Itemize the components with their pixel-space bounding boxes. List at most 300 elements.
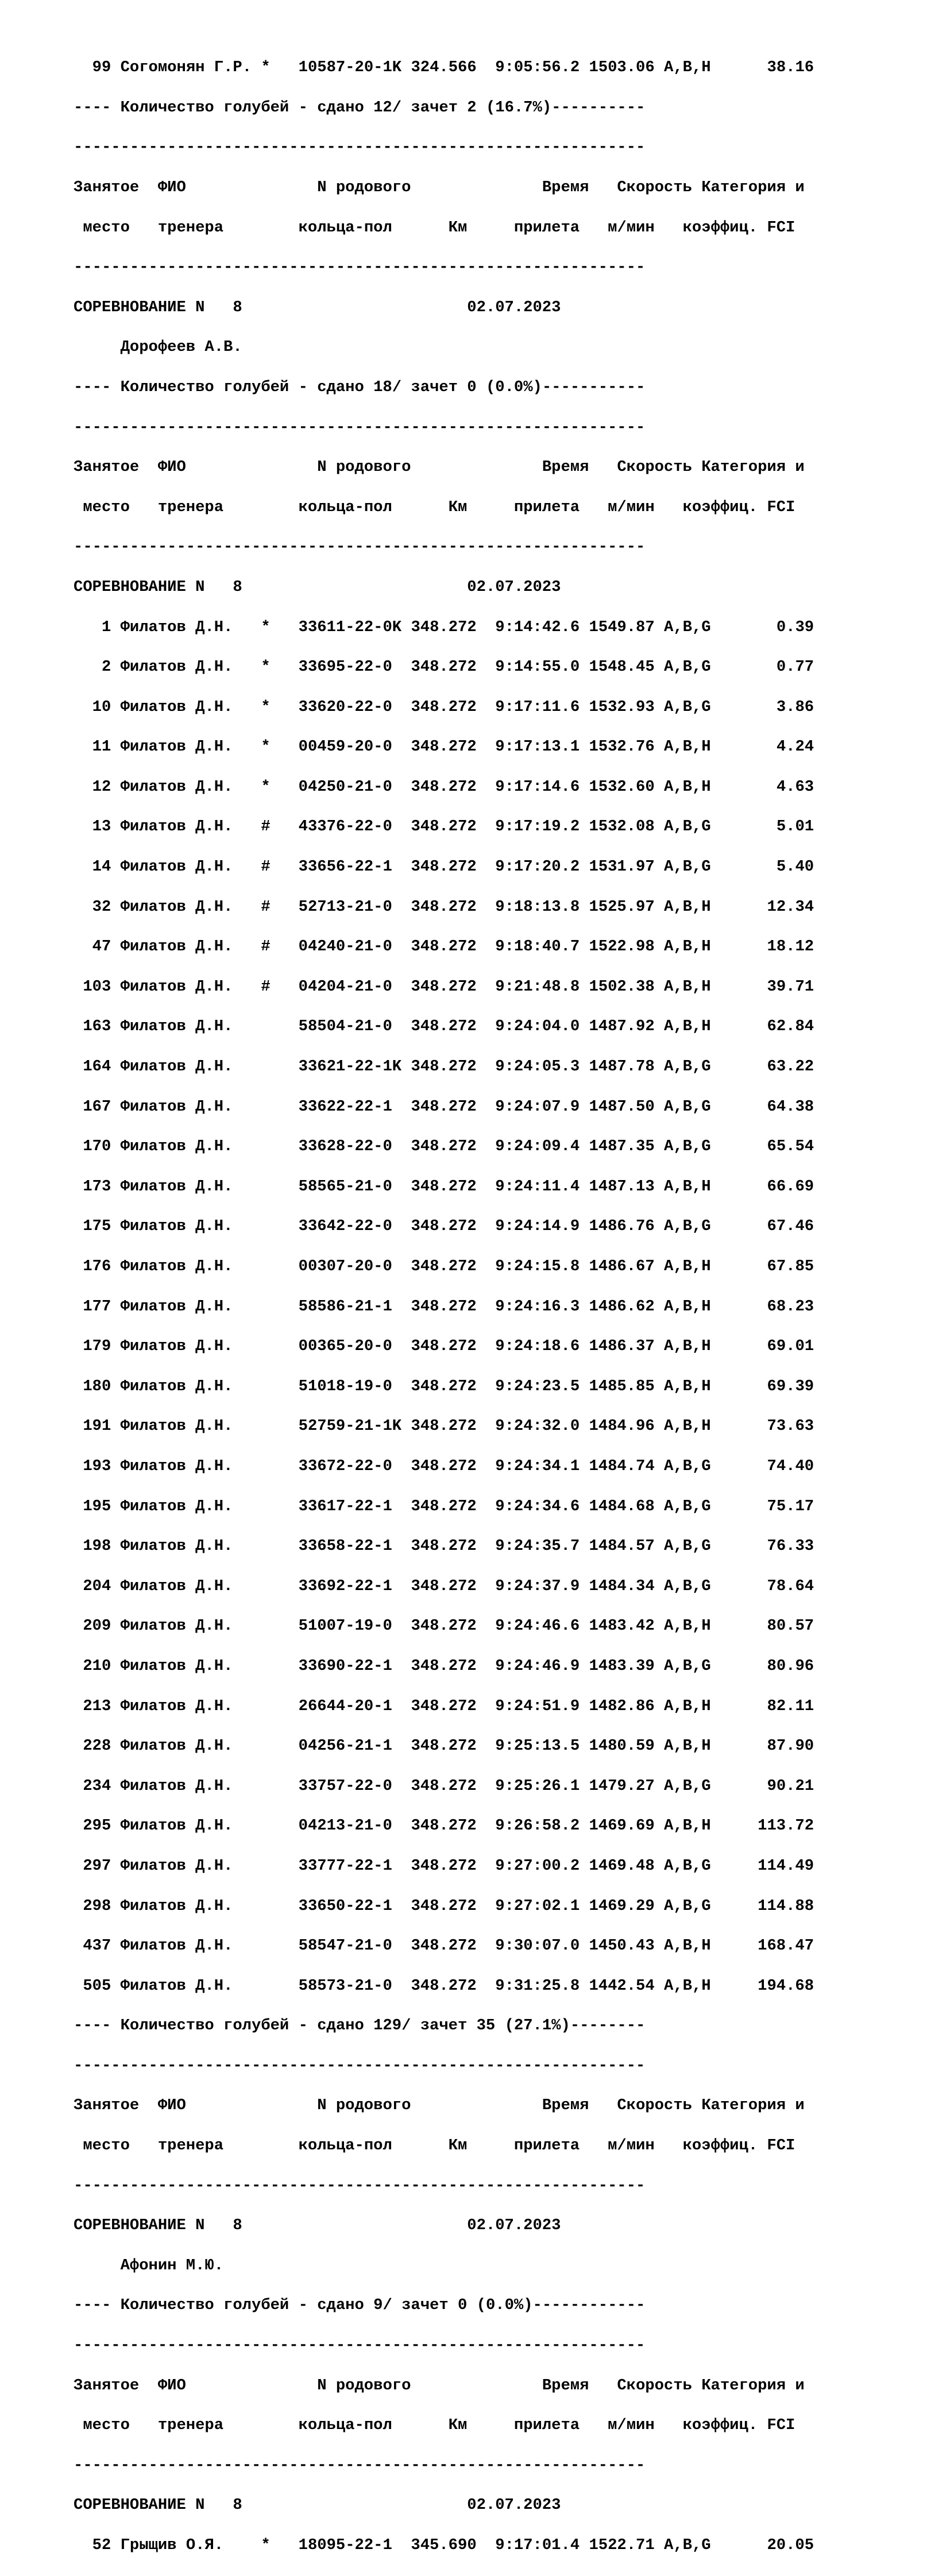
category: A,B,H	[664, 738, 711, 756]
submitted-count: 18	[373, 378, 392, 396]
result-row	[74, 618, 814, 638]
speed: 1522.98	[589, 938, 655, 956]
mark: *	[261, 698, 271, 716]
fci-coefficient: 68.23	[767, 1297, 814, 1316]
trainer-name: Филатов Д.Н.	[120, 858, 233, 876]
category: A,B,G	[664, 1657, 711, 1675]
result-row	[74, 58, 814, 78]
column-coef-subheader: коэффиц. FCI	[682, 2416, 795, 2435]
trainer-name: Филатов Д.Н.	[120, 1577, 233, 1595]
competition-heading	[74, 2216, 814, 2236]
competition-heading	[74, 578, 814, 598]
column-arrival-subheader: прилета	[513, 218, 580, 237]
trainer-name: Филатов Д.Н.	[120, 1977, 233, 1995]
category: A,B,G	[664, 2536, 711, 2554]
ring-number: 52759-21-1K	[298, 1417, 402, 1436]
place: 505	[83, 1977, 111, 1995]
place: 32	[92, 898, 111, 916]
column-place-subheader: место	[83, 218, 130, 237]
distance-km: 348.272	[411, 977, 477, 996]
result-row	[74, 1977, 814, 1997]
ring-number: 04250-21-0	[298, 778, 402, 796]
scored-count: 0	[467, 378, 477, 396]
competition-heading	[74, 2496, 814, 2516]
distance-km: 348.272	[411, 1657, 477, 1675]
mark	[261, 1457, 270, 1475]
trainer-name: Филатов Д.Н.	[120, 1817, 233, 1835]
column-place-header: Занятое	[74, 2097, 140, 2115]
mark	[261, 1498, 270, 1515]
competition-date: 02.07.2023	[467, 2496, 561, 2515]
speed: 1442.54	[589, 1977, 655, 1995]
distance-km: 348.272	[411, 1217, 477, 1236]
fci-coefficient: 90.21	[767, 1777, 814, 1795]
arrival-time: 9:17:14.6	[495, 778, 580, 796]
arrival-time: 9:26:58.2	[495, 1817, 580, 1835]
count-label: Количество голубей - сдано	[120, 378, 364, 396]
trainer-name: Филатов Д.Н.	[120, 1777, 233, 1795]
speed: 1480.59	[589, 1737, 655, 1755]
arrival-time: 9:24:05.3	[495, 1058, 580, 1076]
column-speed-subheader: м/мин	[608, 218, 655, 237]
mark	[261, 1337, 270, 1355]
category: A,B,H	[664, 1617, 711, 1635]
speed: 1532.60	[589, 778, 655, 796]
trainer-name: Филатов Д.Н.	[120, 738, 233, 756]
column-header-line-2	[74, 2136, 814, 2156]
trainer-name: Филатов Д.Н.	[120, 1497, 233, 1515]
category: A,B,G	[664, 1138, 711, 1156]
ring-number: 33695-22-0	[298, 658, 402, 676]
place: 2	[101, 658, 111, 676]
ring-number: 33642-22-0	[298, 1217, 402, 1236]
fci-coefficient: 74.40	[767, 1457, 814, 1475]
trainer-name: Филатов Д.Н.	[120, 658, 233, 676]
column-place-header: Занятое	[74, 2376, 140, 2395]
speed: 1485.85	[589, 1377, 655, 1395]
speed: 1484.74	[589, 1457, 655, 1475]
results-report	[74, 58, 814, 2575]
column-name-subheader: тренера	[157, 2137, 224, 2155]
ring-number: 10587-20-1K	[298, 59, 402, 77]
speed: 1469.48	[589, 1856, 655, 1875]
category: A,B,H	[664, 977, 711, 996]
category: A,B,H	[664, 1977, 711, 1995]
distance-km: 348.272	[411, 1258, 477, 1275]
column-header-line-2	[74, 218, 814, 238]
arrival-time: 9:27:00.2	[495, 1856, 580, 1875]
count-label: Количество голубей - сдано	[120, 2296, 364, 2315]
competition-label: СОРЕВНОВАНИЕ N	[74, 578, 205, 596]
result-row	[74, 1616, 814, 1637]
ring-number: 00459-20-0	[298, 738, 402, 756]
ring-number: 33611-22-0K	[298, 618, 402, 636]
ring-number: 00365-20-0	[298, 1337, 402, 1356]
distance-km: 348.272	[411, 1577, 477, 1595]
place: 234	[83, 1777, 111, 1795]
place: 204	[83, 1577, 111, 1595]
competition-number: 8	[233, 2496, 242, 2515]
trainer-name: Филатов Д.Н.	[120, 977, 233, 996]
result-row	[74, 857, 814, 877]
column-time-header: Время	[542, 2097, 589, 2115]
column-coef-subheader: коэффиц. FCI	[682, 218, 795, 237]
fci-coefficient: 0.39	[776, 618, 814, 636]
result-row	[74, 977, 814, 997]
arrival-time: 9:18:40.7	[495, 938, 580, 956]
separator-rule: -------------------------------------------------------------	[74, 2337, 646, 2355]
category: A,B,H	[664, 1337, 711, 1356]
scored-percent: (27.1%)	[504, 2017, 570, 2035]
distance-km: 348.272	[411, 1977, 477, 1995]
ring-number: 33656-22-1	[298, 858, 402, 876]
separator-rule: -------------------------------------------------------------	[74, 2456, 646, 2474]
column-header-line-1	[74, 2376, 814, 2396]
ring-number: 33757-22-0	[298, 1777, 402, 1795]
arrival-time: 9:17:13.1	[495, 738, 580, 756]
fci-coefficient: 73.63	[767, 1417, 814, 1436]
result-row	[74, 1736, 814, 1757]
distance-km: 348.272	[411, 1377, 477, 1395]
arrival-time: 9:24:23.5	[495, 1377, 580, 1395]
speed: 1484.57	[589, 1537, 655, 1556]
scored-label: зачет	[420, 2017, 468, 2035]
place: 13	[92, 818, 111, 836]
mark	[261, 1657, 270, 1675]
distance-km: 348.272	[411, 938, 477, 956]
category: A,B,H	[664, 1018, 711, 1036]
arrival-time: 9:24:34.6	[495, 1497, 580, 1515]
place: 12	[92, 778, 111, 796]
competition-number: 8	[233, 578, 242, 596]
category: A,B,H	[664, 1377, 711, 1395]
ring-number: 51007-19-0	[298, 1617, 402, 1635]
result-row	[74, 1057, 814, 1077]
ring-number: 26644-20-1	[298, 1697, 402, 1715]
mark: *	[261, 738, 271, 756]
submitted-count: 9	[373, 2296, 383, 2315]
result-row	[74, 1777, 814, 1797]
result-row	[74, 1816, 814, 1836]
speed: 1502.38	[589, 977, 655, 996]
place: 10	[92, 698, 111, 716]
place: 11	[92, 738, 111, 756]
distance-km: 348.272	[411, 778, 477, 796]
competition-number: 8	[233, 298, 242, 316]
fci-coefficient: 0.77	[776, 658, 814, 676]
speed: 1548.45	[589, 658, 655, 676]
column-km-header: Км	[448, 2137, 468, 2155]
distance-km: 348.272	[411, 1537, 477, 1556]
speed: 1487.35	[589, 1138, 655, 1156]
column-km-header: Км	[448, 498, 468, 516]
place: 179	[83, 1337, 111, 1356]
fci-coefficient: 78.64	[767, 1577, 814, 1595]
arrival-time: 9:24:51.9	[495, 1697, 580, 1715]
result-row	[74, 1457, 814, 1477]
result-row	[74, 1417, 814, 1437]
trainer-name: Грыщив О.Я.	[120, 2536, 224, 2554]
column-speed-header: Скорость	[617, 458, 692, 477]
category: A,B,G	[664, 1457, 711, 1475]
fci-coefficient: 69.39	[767, 1377, 814, 1395]
fci-coefficient: 5.40	[776, 858, 814, 876]
place: 167	[83, 1097, 111, 1116]
speed: 1525.97	[589, 898, 655, 916]
category: A,B,G	[664, 658, 711, 676]
competition-label: СОРЕВНОВАНИЕ N	[74, 2217, 205, 2235]
fci-coefficient: 168.47	[758, 1937, 814, 1955]
distance-km: 348.272	[411, 1457, 477, 1475]
trainer-name: Филатов Д.Н.	[120, 898, 233, 916]
distance-km: 348.272	[411, 1617, 477, 1635]
trainer-name: Филатов Д.Н.	[120, 1058, 233, 1076]
distance-km: 348.272	[411, 658, 477, 676]
arrival-time: 9:24:46.6	[495, 1617, 580, 1635]
owner-name: Афонин М.Ю.	[120, 2256, 224, 2275]
speed: 1484.34	[589, 1577, 655, 1595]
column-coef-subheader: коэффиц. FCI	[682, 498, 795, 516]
distance-km: 348.272	[411, 1097, 477, 1116]
category: A,B,H	[664, 898, 711, 916]
column-arrival-subheader: прилета	[513, 2137, 580, 2155]
column-arrival-subheader: прилета	[513, 2416, 580, 2435]
mark	[261, 1897, 270, 1915]
arrival-time: 9:18:13.8	[495, 898, 580, 916]
trainer-name: Филатов Д.Н.	[120, 1897, 233, 1915]
column-header-line-2	[74, 2416, 814, 2436]
mark: *	[261, 778, 271, 796]
trainer-name: Филатов Д.Н.	[120, 818, 233, 836]
separator-rule: -------------------------------------------------------------	[74, 138, 646, 157]
category: A,B,G	[664, 1097, 711, 1116]
place: 228	[83, 1737, 111, 1755]
separator-rule: -------------------------------------------------------------	[74, 418, 646, 436]
arrival-time: 9:31:25.8	[495, 1977, 580, 1995]
count-label: Количество голубей - сдано	[120, 2017, 364, 2035]
mark	[261, 1417, 270, 1435]
ring-number: 58573-21-0	[298, 1977, 402, 1995]
column-name-header: ФИО	[157, 458, 186, 477]
trainer-name: Согомонян Г.Р.	[120, 59, 252, 77]
column-category-header: Категория и	[701, 458, 805, 477]
place: 176	[83, 1258, 111, 1275]
place: 295	[83, 1817, 111, 1835]
arrival-time: 9:30:07.0	[495, 1937, 580, 1955]
fci-coefficient: 82.11	[767, 1697, 814, 1715]
arrival-time: 9:24:15.8	[495, 1258, 580, 1275]
mark: #	[261, 977, 271, 996]
distance-km: 348.272	[411, 1697, 477, 1715]
mark	[261, 1378, 270, 1395]
place: 52	[92, 2536, 111, 2554]
scored-count: 2	[467, 98, 477, 117]
column-header-line-1	[74, 178, 814, 198]
ring-number: 51018-19-0	[298, 1377, 402, 1395]
speed: 1482.86	[589, 1697, 655, 1715]
column-ring-subheader: кольца-пол	[298, 218, 392, 237]
owner-name-line	[74, 338, 814, 358]
place: 164	[83, 1058, 111, 1076]
ring-number: 58586-21-1	[298, 1297, 402, 1316]
arrival-time: 9:24:46.9	[495, 1657, 580, 1675]
trainer-name: Филатов Д.Н.	[120, 1138, 233, 1156]
mark	[261, 1178, 270, 1196]
distance-km: 348.272	[411, 1856, 477, 1875]
arrival-time: 9:25:26.1	[495, 1777, 580, 1795]
mark	[261, 1697, 270, 1715]
category: A,B,G	[664, 698, 711, 716]
trainer-name: Филатов Д.Н.	[120, 698, 233, 716]
result-row	[74, 898, 814, 918]
place: 99	[92, 59, 111, 77]
separator-rule: -------------------------------------------------------------	[74, 2056, 646, 2075]
place: 209	[83, 1617, 111, 1635]
trainer-name: Филатов Д.Н.	[120, 938, 233, 956]
column-speed-header: Скорость	[617, 178, 692, 196]
trainer-name: Филатов Д.Н.	[120, 1217, 233, 1236]
arrival-time: 9:24:37.9	[495, 1577, 580, 1595]
column-name-header: ФИО	[157, 2376, 186, 2395]
speed: 1531.97	[589, 858, 655, 876]
place: 103	[83, 977, 111, 996]
category: A,B,H	[664, 1177, 711, 1196]
trainer-name: Филатов Д.Н.	[120, 1337, 233, 1356]
arrival-time: 9:25:13.5	[495, 1737, 580, 1755]
ring-number: 33692-22-1	[298, 1577, 402, 1595]
place: 177	[83, 1297, 111, 1316]
column-ring-header: N родового	[317, 2376, 411, 2395]
trainer-name: Филатов Д.Н.	[120, 1697, 233, 1715]
arrival-time: 9:24:09.4	[495, 1138, 580, 1156]
ring-number: 58547-21-0	[298, 1937, 402, 1955]
speed: 1487.13	[589, 1177, 655, 1196]
ring-number: 33620-22-0	[298, 698, 402, 716]
distance-km: 348.272	[411, 1937, 477, 1955]
column-category-header: Категория и	[701, 2376, 805, 2395]
fci-coefficient: 4.24	[776, 738, 814, 756]
trainer-name: Филатов Д.Н.	[120, 1617, 233, 1635]
result-row	[74, 937, 814, 957]
distance-km: 348.272	[411, 618, 477, 636]
fci-coefficient: 3.86	[776, 698, 814, 716]
ring-number: 33622-22-1	[298, 1097, 402, 1116]
scored-percent: (0.0%)	[485, 378, 542, 396]
place: 195	[83, 1497, 111, 1515]
pigeon-count-summary: ---- Количество голубей - сдано 18/ зачет 0 (0.0%)-----------	[74, 378, 646, 396]
column-place-header: Занятое	[74, 458, 140, 477]
distance-km: 324.566	[411, 59, 477, 77]
column-ring-subheader: кольца-пол	[298, 498, 392, 516]
place: 193	[83, 1457, 111, 1475]
fci-coefficient: 5.01	[776, 818, 814, 836]
category: A,B,H	[664, 778, 711, 796]
competition-date: 02.07.2023	[467, 578, 561, 596]
fci-coefficient: 65.54	[767, 1138, 814, 1156]
scored-label: зачет	[411, 98, 458, 117]
place: 173	[83, 1177, 111, 1196]
place: 47	[92, 938, 111, 956]
place: 170	[83, 1138, 111, 1156]
distance-km: 348.272	[411, 1337, 477, 1356]
trainer-name: Филатов Д.Н.	[120, 1856, 233, 1875]
competition-date: 02.07.2023	[467, 298, 561, 316]
place: 437	[83, 1937, 111, 1955]
distance-km: 348.272	[411, 1018, 477, 1036]
fci-coefficient: 20.05	[767, 2536, 814, 2554]
submitted-count: 12	[373, 98, 392, 117]
column-time-header: Время	[542, 458, 589, 477]
speed: 1486.37	[589, 1337, 655, 1356]
arrival-time: 9:24:35.7	[495, 1537, 580, 1556]
scored-label: зачет	[401, 2296, 449, 2315]
ring-number: 04256-21-1	[298, 1737, 402, 1755]
mark	[261, 1817, 270, 1835]
ring-number: 43376-22-0	[298, 818, 402, 836]
ring-number: 33658-22-1	[298, 1537, 402, 1556]
category: A,B,H	[664, 1297, 711, 1316]
column-place-subheader: место	[83, 2416, 130, 2435]
result-row	[74, 1856, 814, 1877]
ring-number: 04204-21-0	[298, 977, 402, 996]
scored-count: 0	[457, 2296, 468, 2315]
trainer-name: Филатов Д.Н.	[120, 618, 233, 636]
mark: #	[261, 898, 271, 916]
pigeon-count-summary: ---- Количество голубей - сдано 9/ зачет 0 (0.0%)------------	[74, 2296, 646, 2315]
column-ring-header: N родового	[317, 178, 411, 196]
arrival-time: 9:17:01.4	[495, 2536, 580, 2554]
category: A,B,G	[664, 1897, 711, 1915]
column-speed-subheader: м/мин	[608, 2416, 655, 2435]
category: A,B,H	[664, 1417, 711, 1436]
speed: 1532.93	[589, 698, 655, 716]
separator-rule: -------------------------------------------------------------	[74, 258, 646, 277]
distance-km: 348.272	[411, 818, 477, 836]
trainer-name: Филатов Д.Н.	[120, 1937, 233, 1955]
column-category-header: Категория и	[701, 178, 805, 196]
ring-number: 33690-22-1	[298, 1657, 402, 1675]
speed: 1484.68	[589, 1497, 655, 1515]
fci-coefficient: 80.96	[767, 1657, 814, 1675]
place: 297	[83, 1856, 111, 1875]
arrival-time: 9:14:55.0	[495, 658, 580, 676]
speed: 1483.39	[589, 1657, 655, 1675]
result-row	[74, 1936, 814, 1956]
arrival-time: 9:05:56.2	[495, 59, 580, 77]
separator-rule: -------------------------------------------------------------	[74, 538, 646, 556]
result-row	[74, 1337, 814, 1357]
fci-coefficient: 63.22	[767, 1058, 814, 1076]
mark	[261, 1577, 270, 1595]
column-place-subheader: место	[83, 498, 130, 516]
fci-coefficient: 66.69	[767, 1177, 814, 1196]
pigeon-count-summary: ---- Количество голубей - сдано 12/ зачет 2 (16.7%)----------	[74, 98, 646, 117]
count-label: Количество голубей - сдано	[120, 98, 364, 117]
column-header-line-1	[74, 458, 814, 478]
column-place-header: Занятое	[74, 178, 140, 196]
speed: 1522.71	[589, 2536, 655, 2554]
category: A,B,H	[664, 59, 711, 77]
scored-count: 35	[476, 2017, 496, 2035]
category: A,B,G	[664, 818, 711, 836]
column-name-subheader: тренера	[157, 2416, 224, 2435]
column-km-header: Км	[448, 2416, 468, 2435]
place: 175	[83, 1217, 111, 1236]
distance-km: 348.272	[411, 858, 477, 876]
speed: 1487.78	[589, 1058, 655, 1076]
category: A,B,H	[664, 1737, 711, 1755]
result-row	[74, 1297, 814, 1317]
